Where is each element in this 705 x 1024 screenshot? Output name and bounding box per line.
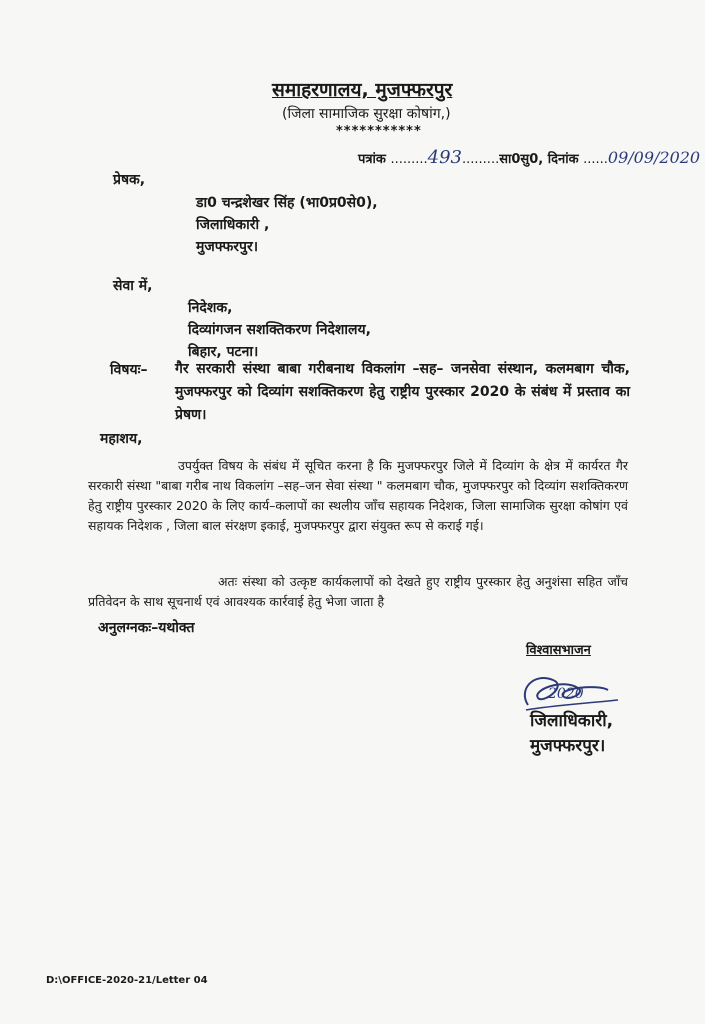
body-paragraph-2: अतः संस्था को उत्कृष्ट कार्यकलापों को देखते हुए राष्ट्रीय पुरस्कार हेतु अनुशंसा सहित जाँच प्रतिवेदन के साथ सूचनार्थ एवं आवश्यक कार्रवाई हेतु भेजा जाता है <box>88 574 628 609</box>
recipient-line: बिहार, पटना। <box>188 344 259 360</box>
sender-line: जिलाधिकारी , <box>196 217 270 233</box>
recipient-line: निदेशक, <box>188 300 233 316</box>
subject-text: गैर सरकारी संस्था बाबा गरीबनाथ विकलांग –सह– जनसेवा संस्थान, कलमबाग चौक, मुजफ्फरपुर को दिव्यांग सशक्तिकरण हेतु राष्ट्रीय पुरस्कार 2020 के संबंध में प्रस्ताव का प्रेषण। <box>175 361 630 423</box>
recipient-label: सेवा में, <box>113 278 153 294</box>
recipient-line: दिव्यांगजन सशक्तिकरण निदेशालय, <box>188 322 371 338</box>
closing-phrase: विश्वासभाजन <box>526 643 591 658</box>
header-stars: *********** <box>336 124 422 139</box>
signatory-designation: जिलाधिकारी, <box>530 711 614 731</box>
letter-number-value: 493 <box>427 147 463 168</box>
letter-number-label: पत्रांक <box>358 152 386 167</box>
sender-label: प्रेषक, <box>113 172 146 188</box>
salutation: महाशय, <box>100 431 143 447</box>
file-path-footer: D:\OFFICE-2020-21/Letter 04 <box>46 975 208 986</box>
enclosure-note: अनुलग्नकः–यथोक्त <box>98 620 195 636</box>
subject-label: विषयः– <box>110 362 148 378</box>
letter-number-line: पत्रांक .........493.........सा0सु0, दिनांक ......09/09/2020 <box>358 147 701 168</box>
sender-line: मुजफ्फरपुर। <box>196 239 259 255</box>
signature-date: 2020 <box>548 686 584 702</box>
letter-date-value: 09/09/2020 <box>607 148 701 167</box>
department-subtitle: (जिला सामाजिक सुरक्षा कोषांग,) <box>282 106 451 122</box>
signatory-place: मुजफ्फरपुर। <box>530 736 606 756</box>
office-title: समाहरणालय, मुजफ्फरपुर <box>272 79 453 101</box>
letter-number-suffix: सा0सु0, दिनांक <box>499 152 579 167</box>
sender-line: डा0 चन्द्रशेखर सिंह (भा0प्र0से0), <box>196 195 378 211</box>
body-paragraph-1: उपर्युक्त विषय के संबंध में सूचित करना है कि मुजफ्फरपुर जिले में दिव्यांग के क्षेत्र में कार्यरत गैर सरकारी संस्था "बाबा गरीब नाथ विकलांग –सह–जन सेवा संस्था " कलमबाग चौक, मुजफ्फरपुर को दिव्यांग सशक्तिकरण हेतु राष्ट्रीय पुरस्कार 2020 के लिए कार्य–कलापों का स्थलीय जाँच सहायक निदेशक, जिला सामाजिक सुरक्षा कोषांग एवं सहायक निदेशक , जिला बाल संरक्षण इकाई, मुजफ्फरपुर द्वारा संयुक्त रूप से कराई गई। <box>88 458 628 533</box>
